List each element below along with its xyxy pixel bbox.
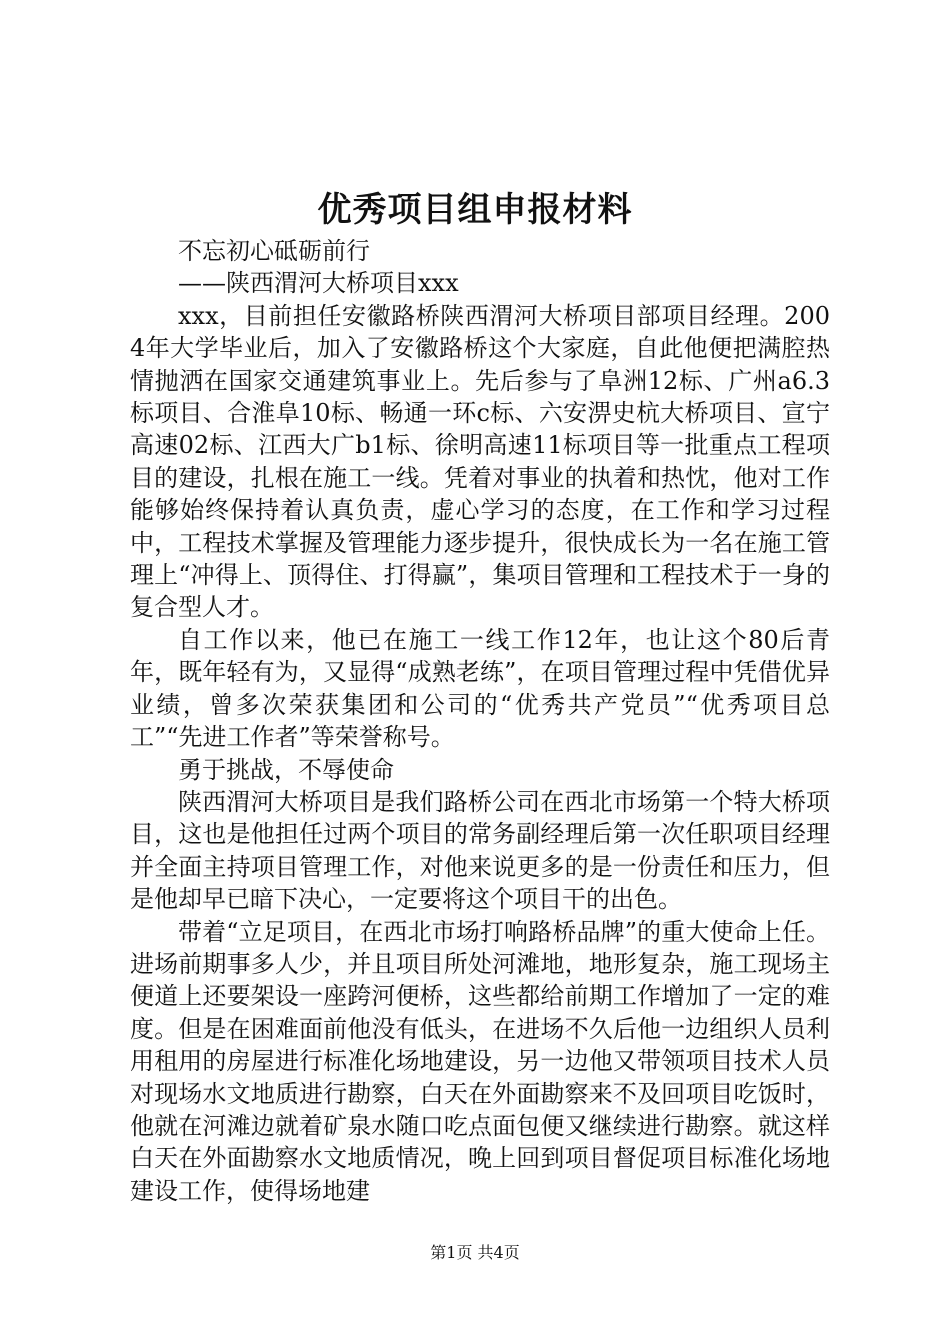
page-footer: 第1页 共4页 [430, 1243, 520, 1262]
body-paragraph: xxx，目前担任安徽路桥陕西渭河大桥项目部项目经理。2004年大学毕业后，加入了安徽路桥这个大家庭，自此他便把满腔热情抛洒在国家交通建筑事业上。先后参与了阜洲12标、广州a6.3标项目、合淮阜10标、畅通一环c标、六安淠史杭大桥项目、宣宁高速02标、江西大广b1标、徐明高速11标项目等一批重点工程项目的建设，扎根在施工一线。凭着对事业的执着和热忱，他对工作能够始终保持着认真负责，虚心学习的态度，在工作和学习过程中，工程技术掌握及管理能力逐步提升，很快成长为一名在施工管理上“冲得上、顶得住、打得赢”，集项目管理和工程技术于一身的复合型人才。 [130, 301, 830, 622]
document-body [130, 235, 830, 1207]
document-title: 优秀项目组申报材料 [317, 190, 633, 230]
body-paragraph: 自工作以来，他已在施工一线工作12年，也让这个80后青年，既年轻有为，又显得“成熟老练”，在项目管理过程中凭借优异业绩，曾多次荣获集团和公司的“优秀共产党员”“优秀项目总工”“先进工作者”等荣誉称号。 [130, 625, 830, 752]
body-paragraph: 陕西渭河大桥项目是我们路桥公司在西北市场第一个特大桥项目，这也是他担任过两个项目的常务副经理后第一次任职项目经理并全面主持项目管理工作，对他来说更多的是一份责任和压力，但是他却早已暗下决心，一定要将这个项目干的出色。 [130, 787, 830, 914]
byline: ——陕西渭河大桥项目xxx [178, 269, 459, 298]
body-paragraph: 带着“立足项目，在西北市场打响路桥品牌”的重大使命上任。进场前期事多人少，并且项目所处河滩地，地形复杂，施工现场主便道上还要架设一座跨河便桥，这些都给前期工作增加了一定的难度。但是在困难面前他没有低头，在进场不久后他一边组织人员利用租用的房屋进行标准化场地建设，另一边他又带领项目技术人员对现场水文地质进行勘察，白天在外面勘察来不及回项目吃饭时，他就在河滩边就着矿泉水随口吃点面包便又继续进行勘察。就这样白天在外面勘察水文地质情况，晚上回到项目督促项目标准化场地建设工作，使得场地建 [130, 917, 830, 1205]
section-heading: 不忘初心砥砺前行 [178, 237, 370, 265]
section-heading: 勇于挑战，不辱使命 [178, 755, 394, 784]
